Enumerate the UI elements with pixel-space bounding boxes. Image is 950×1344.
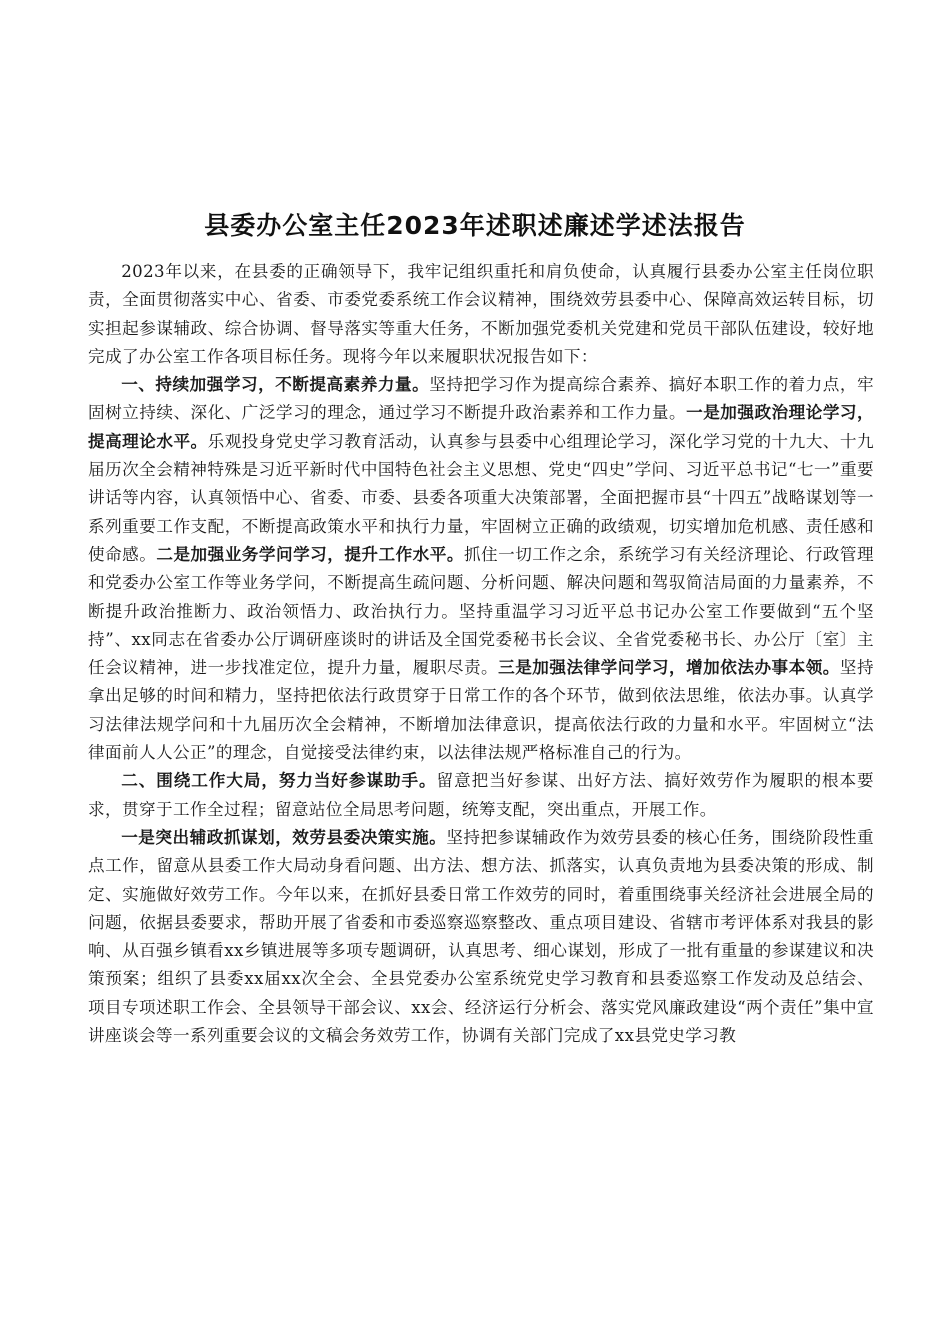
document-body: [88, 258, 874, 1050]
subsection-heading: 二是加强业务学问学习，提升工作水平。: [156, 544, 464, 564]
paragraph-section-2-1: [88, 824, 874, 1050]
section-heading: 一、持续加强学习，不断提高素养力量。: [121, 375, 430, 395]
paragraph-intro: [88, 258, 874, 371]
paragraph-text: 抓住一切工作之余，系统学习有关经济理论、行政管理和党委办公室工作等业务学问，不断提高生疏问题、分析问题、解决问题和驾驭简洁局面的力量素养，不断提升政治推断力、政治领悟力、政治执行力。坚持重温学习习近平总书记办公室工作要做到“五个坚持”、xx同志在省委办公厅调研座谈时的讲话及全国党委秘书长会议、全省党委秘书长、办公厅〔室〕主任会议精神，进一步找准定位，提升力量，履职尽责。: [88, 544, 874, 678]
section-heading: 二、围绕工作大局，努力当好参谋助手。: [121, 771, 437, 791]
paragraph-text: 坚持把参谋辅政作为效劳县委的核心任务，围绕阶段性重点工作，留意从县委工作大局动身看问题、出方法、想方法、抓落实，认真负责地为县委决策的形成、制定、实施做好效劳工作。今年以来，在抓好县委日常工作效劳的同时，着重围绕事关经济社会进展全局的问题，依据县委要求，帮助开展了省委和市委巡察巡察整改、重点项目建设、省辖市考评体系对我县的影响、从百强乡镇看xx乡镇进展等多项专题调研，认真思考、细心谋划，形成了一批有重量的参谋建议和决策预案；组织了县委xx届xx次全会、全县党委办公室系统党史学习教育和县委巡察工作发动及总结会、项目专项述职工作会、全县领导干部会议、xx会、经济运行分析会、落实党风廉政建设“两个责任”集中宣讲座谈会等一系列重要会议的文稿会务效劳工作，协调有关部门完成了xx县党史学习教: [88, 827, 874, 1046]
document-title: 县委办公室主任2023年述职述廉述学述法报告: [204, 211, 746, 240]
paragraph-text: 留意把当好参谋、出好方法、搞好效劳作为履职的根本要求，贯穿于工作全过程；留意站位全局思考问题，统筹支配，突出重点，开展工作。: [88, 771, 875, 819]
paragraph-section-1: [88, 371, 874, 767]
paragraph-text: 坚持拿出足够的时间和精力，坚持把依法行政贯穿于日常工作的各个环节，做到依法思维，依法办事。认真学习法律法规学问和十九届历次全会精神，不断增加法律意识，提高依法行政的力量和水平。牢固树立“法律面前人人公正”的理念，自觉接受法律约束，以法律法规严格标准自己的行为。: [88, 658, 874, 763]
paragraph-text: 坚持把学习作为提高综合素养、搞好本职工作的着力点，牢固树立持续、深化、广泛学习的理念，通过学习不断提升政治素养和工作力量。: [88, 375, 874, 423]
paragraph-section-2: [88, 767, 874, 824]
subsection-heading: 一是突出辅政抓谋划，效劳县委决策实施。: [121, 827, 447, 847]
paragraph-text: 2023年以来，在县委的正确领导下，我牢记组织重托和肩负使命，认真履行县委办公室主任岗位职责，全面贯彻落实中心、省委、市委党委系统工作会议精神，围绕效劳县委中心、保障高效运转目标，切实担起参谋辅政、综合协调、督导落实等重大任务，不断加强党委机关党建和党员干部队伍建设，较好地完成了办公室工作各项目标任务。现将今年以来履职状况报告如下：: [88, 262, 874, 366]
subsection-heading: 一是加强政治理论学习，提高理论水平。: [88, 403, 874, 451]
paragraph-text: 乐观投身党史学习教育活动，认真参与县委中心组理论学习，深化学习党的十九大、十九届历次全会精神特殊是习近平新时代中国特色社会主义思想、党史“四史”学问、习近平总书记“七一”重要讲话等内容，认真领悟中心、省委、市委、县委各项重大决策部署，全面把握市县“十四五”战略谋划等一系列重要工作支配，不断提高政策水平和执行力量，牢固树立正确的政绩观，切实增加危机感、责任感和使命感。: [88, 431, 874, 564]
subsection-heading: 三是加强法律学问学习，增加依法办事本领。: [498, 658, 840, 678]
